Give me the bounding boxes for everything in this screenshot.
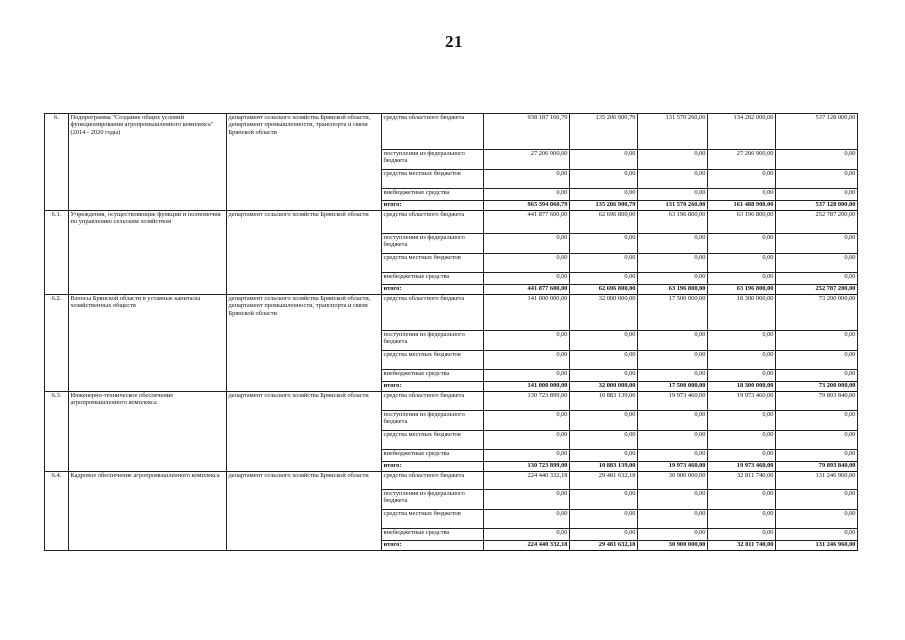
funding-source-label: внебюджетные средства [382,273,484,285]
amount-cell: 0,00 [776,411,858,431]
amount-cell: 0,00 [708,331,776,351]
amount-cell: 0,00 [570,529,638,541]
amount-cell: 0,00 [776,273,858,285]
amount-cell: 0,00 [776,510,858,529]
funding-source-label: средства местных бюджетов [382,170,484,189]
amount-cell: 63 196 800,00 [638,211,708,234]
amount-cell: 0,00 [570,150,638,170]
amount-cell: 18 300 000,00 [708,295,776,331]
table-row [45,295,858,331]
amount-cell: 32 000 000,00 [570,382,638,392]
funding-source-label: поступления из федерального бюджета [382,331,484,351]
amount-cell: 27 206 900,00 [484,150,570,170]
amount-cell: 252 787 200,00 [776,285,858,295]
amount-cell: 0,00 [570,370,638,382]
funding-source-label: итого: [382,382,484,392]
amount-cell: 79 893 840,00 [776,462,858,472]
funding-source-label: итого: [382,285,484,295]
funding-source-label: средства местных бюджетов [382,254,484,273]
amount-cell: 134 282 000,00 [708,114,776,150]
amount-cell: 131 246 960,00 [776,541,858,551]
amount-cell: 0,00 [570,431,638,450]
responsible-department: департамент сельского хозяйства Брянской области, департамент промышленности, транспорта и связи Брянской области [227,295,382,392]
amount-cell: 18 300 000,00 [708,382,776,392]
amount-cell: 0,00 [708,189,776,201]
funding-source-label: итого: [382,541,484,551]
amount-cell: 131 570 260,00 [638,201,708,211]
funding-source-label: средства областного бюджета [382,295,484,331]
amount-cell: 0,00 [708,273,776,285]
amount-cell: 0,00 [708,510,776,529]
amount-cell: 17 500 000,00 [638,382,708,392]
amount-cell: 0,00 [638,450,708,462]
amount-cell: 73 200 000,00 [776,382,858,392]
amount-cell: 0,00 [484,189,570,201]
amount-cell: 0,00 [570,234,638,254]
amount-cell: 0,00 [638,370,708,382]
amount-cell: 0,00 [484,490,570,510]
amount-cell: 135 206 900,79 [570,201,638,211]
program-name: Инженерно-техническое обеспечение агропромышленного комплекса [69,392,227,472]
responsible-department: департамент сельского хозяйства Брянской области [227,472,382,551]
program-name: Учреждения, осуществляющие функции и полномочия по управлению сельским хозяйством [69,211,227,295]
amount-cell: 19 973 460,00 [638,462,708,472]
amount-cell: 62 696 800,00 [570,211,638,234]
row-number: 6.4. [45,472,69,551]
row-number: 6.3. [45,392,69,472]
funding-source-label: средства местных бюджетов [382,510,484,529]
amount-cell: 0,00 [776,331,858,351]
funding-source-label: поступления из федерального бюджета [382,490,484,510]
amount-cell: 0,00 [638,189,708,201]
amount-cell: 0,00 [638,254,708,273]
amount-cell: 0,00 [638,150,708,170]
amount-cell: 0,00 [638,411,708,431]
amount-cell: 0,00 [708,351,776,370]
amount-cell: 29 481 632,18 [570,541,638,551]
amount-cell: 63 196 800,00 [708,211,776,234]
amount-cell: 130 723 899,00 [484,392,570,411]
amount-cell: 17 500 000,00 [638,295,708,331]
funding-source-label: внебюджетные средства [382,370,484,382]
amount-cell: 63 196 800,00 [638,285,708,295]
table-row [45,472,858,490]
amount-cell: 0,00 [776,529,858,541]
amount-cell: 73 200 000,00 [776,295,858,331]
amount-cell: 19 973 460,00 [708,462,776,472]
amount-cell: 0,00 [570,450,638,462]
amount-cell: 0,00 [708,431,776,450]
amount-cell: 0,00 [570,170,638,189]
amount-cell: 0,00 [570,189,638,201]
amount-cell: 0,00 [570,411,638,431]
amount-cell: 141 000 000,00 [484,295,570,331]
table-row [45,392,858,411]
amount-cell: 30 900 000,00 [638,472,708,490]
amount-cell: 135 206 900,79 [570,114,638,150]
amount-cell: 62 696 800,00 [570,285,638,295]
funding-source-label: средства областного бюджета [382,392,484,411]
amount-cell: 0,00 [638,431,708,450]
amount-cell: 30 900 000,00 [638,541,708,551]
amount-cell: 0,00 [776,189,858,201]
amount-cell: 0,00 [708,411,776,431]
amount-cell: 0,00 [638,351,708,370]
amount-cell: 0,00 [776,370,858,382]
amount-cell: 0,00 [776,351,858,370]
funding-source-label: внебюджетные средства [382,529,484,541]
amount-cell: 0,00 [484,411,570,431]
amount-cell: 130 723 899,00 [484,462,570,472]
amount-cell: 29 481 632,18 [570,472,638,490]
amount-cell: 0,00 [484,273,570,285]
amount-cell: 252 787 200,00 [776,211,858,234]
amount-cell: 0,00 [484,529,570,541]
program-name: Подпрограмма "Создание общих условий функционирования агропромышленного комплекса" (2014 - 2020 годы) [69,114,227,211]
funding-source-label: средства областного бюджета [382,114,484,150]
amount-cell: 32 811 740,00 [708,541,776,551]
page-number: 21 [445,32,463,51]
amount-cell: 0,00 [484,351,570,370]
amount-cell: 0,00 [708,450,776,462]
funding-source-label: внебюджетные средства [382,450,484,462]
amount-cell: 0,00 [776,431,858,450]
budget-table-body [45,114,858,551]
amount-cell: 0,00 [638,273,708,285]
program-name: Взносы Брянской области в уставные капиталы хозяйственных обществ [69,295,227,392]
amount-cell: 141 000 000,00 [484,382,570,392]
amount-cell: 224 440 332,18 [484,541,570,551]
funding-source-label: поступления из федерального бюджета [382,234,484,254]
funding-source-label: поступления из федерального бюджета [382,150,484,170]
funding-source-label: средства областного бюджета [382,472,484,490]
amount-cell: 441 877 600,00 [484,211,570,234]
amount-cell: 32 811 740,00 [708,472,776,490]
amount-cell: 10 883 139,00 [570,392,638,411]
amount-cell: 0,00 [776,234,858,254]
amount-cell: 131 570 260,00 [638,114,708,150]
amount-cell: 0,00 [638,529,708,541]
amount-cell: 0,00 [638,331,708,351]
amount-cell: 0,00 [484,331,570,351]
funding-source-label: средства местных бюджетов [382,431,484,450]
amount-cell: 0,00 [638,510,708,529]
table-row [45,211,858,234]
responsible-department: департамент сельского хозяйства Брянской области [227,392,382,472]
funding-source-label: итого: [382,201,484,211]
amount-cell: 0,00 [776,170,858,189]
amount-cell: 131 246 960,00 [776,472,858,490]
amount-cell: 0,00 [776,450,858,462]
responsible-department: департамент сельского хозяйства Брянской области, департамент промышленности, транспорта и связи Брянской области [227,114,382,211]
amount-cell: 0,00 [570,351,638,370]
amount-cell: 27 206 900,00 [708,150,776,170]
amount-cell: 224 440 332,18 [484,472,570,490]
responsible-department: департамент сельского хозяйства Брянской области [227,211,382,295]
row-number: 6.1. [45,211,69,295]
amount-cell: 0,00 [708,490,776,510]
amount-cell: 0,00 [638,490,708,510]
budget-table [44,113,858,551]
amount-cell: 0,00 [708,529,776,541]
amount-cell: 0,00 [570,510,638,529]
amount-cell: 63 196 800,00 [708,285,776,295]
amount-cell: 0,00 [776,490,858,510]
amount-cell: 965 394 060,79 [484,201,570,211]
amount-cell: 537 128 000,00 [776,201,858,211]
row-number: 6.2. [45,295,69,392]
amount-cell: 19 973 460,00 [638,392,708,411]
funding-source-label: поступления из федерального бюджета [382,411,484,431]
amount-cell: 0,00 [638,234,708,254]
amount-cell: 0,00 [570,254,638,273]
funding-source-label: итого: [382,462,484,472]
amount-cell: 0,00 [570,273,638,285]
amount-cell: 0,00 [484,450,570,462]
amount-cell: 0,00 [484,510,570,529]
amount-cell: 10 883 139,00 [570,462,638,472]
amount-cell: 0,00 [484,254,570,273]
program-name: Кадровое обеспечение агропромышленного комплекса [69,472,227,551]
amount-cell: 0,00 [484,370,570,382]
amount-cell: 441 877 600,00 [484,285,570,295]
funding-source-label: средства областного бюджета [382,211,484,234]
funding-source-label: средства местных бюджетов [382,351,484,370]
row-number: 6. [45,114,69,211]
amount-cell: 0,00 [708,370,776,382]
amount-cell: 19 973 460,00 [708,392,776,411]
amount-cell: 32 000 000,00 [570,295,638,331]
amount-cell: 79 893 840,00 [776,392,858,411]
amount-cell: 537 128 000,00 [776,114,858,150]
amount-cell: 0,00 [570,331,638,351]
amount-cell: 0,00 [776,254,858,273]
amount-cell: 0,00 [708,170,776,189]
amount-cell: 0,00 [484,234,570,254]
table-row [45,114,858,150]
amount-cell: 938 187 160,79 [484,114,570,150]
amount-cell: 0,00 [484,170,570,189]
amount-cell: 0,00 [638,170,708,189]
amount-cell: 0,00 [708,234,776,254]
amount-cell: 0,00 [708,254,776,273]
amount-cell: 0,00 [570,490,638,510]
funding-source-label: внебюджетные средства [382,189,484,201]
amount-cell: 0,00 [776,150,858,170]
amount-cell: 0,00 [484,431,570,450]
amount-cell: 161 488 900,00 [708,201,776,211]
